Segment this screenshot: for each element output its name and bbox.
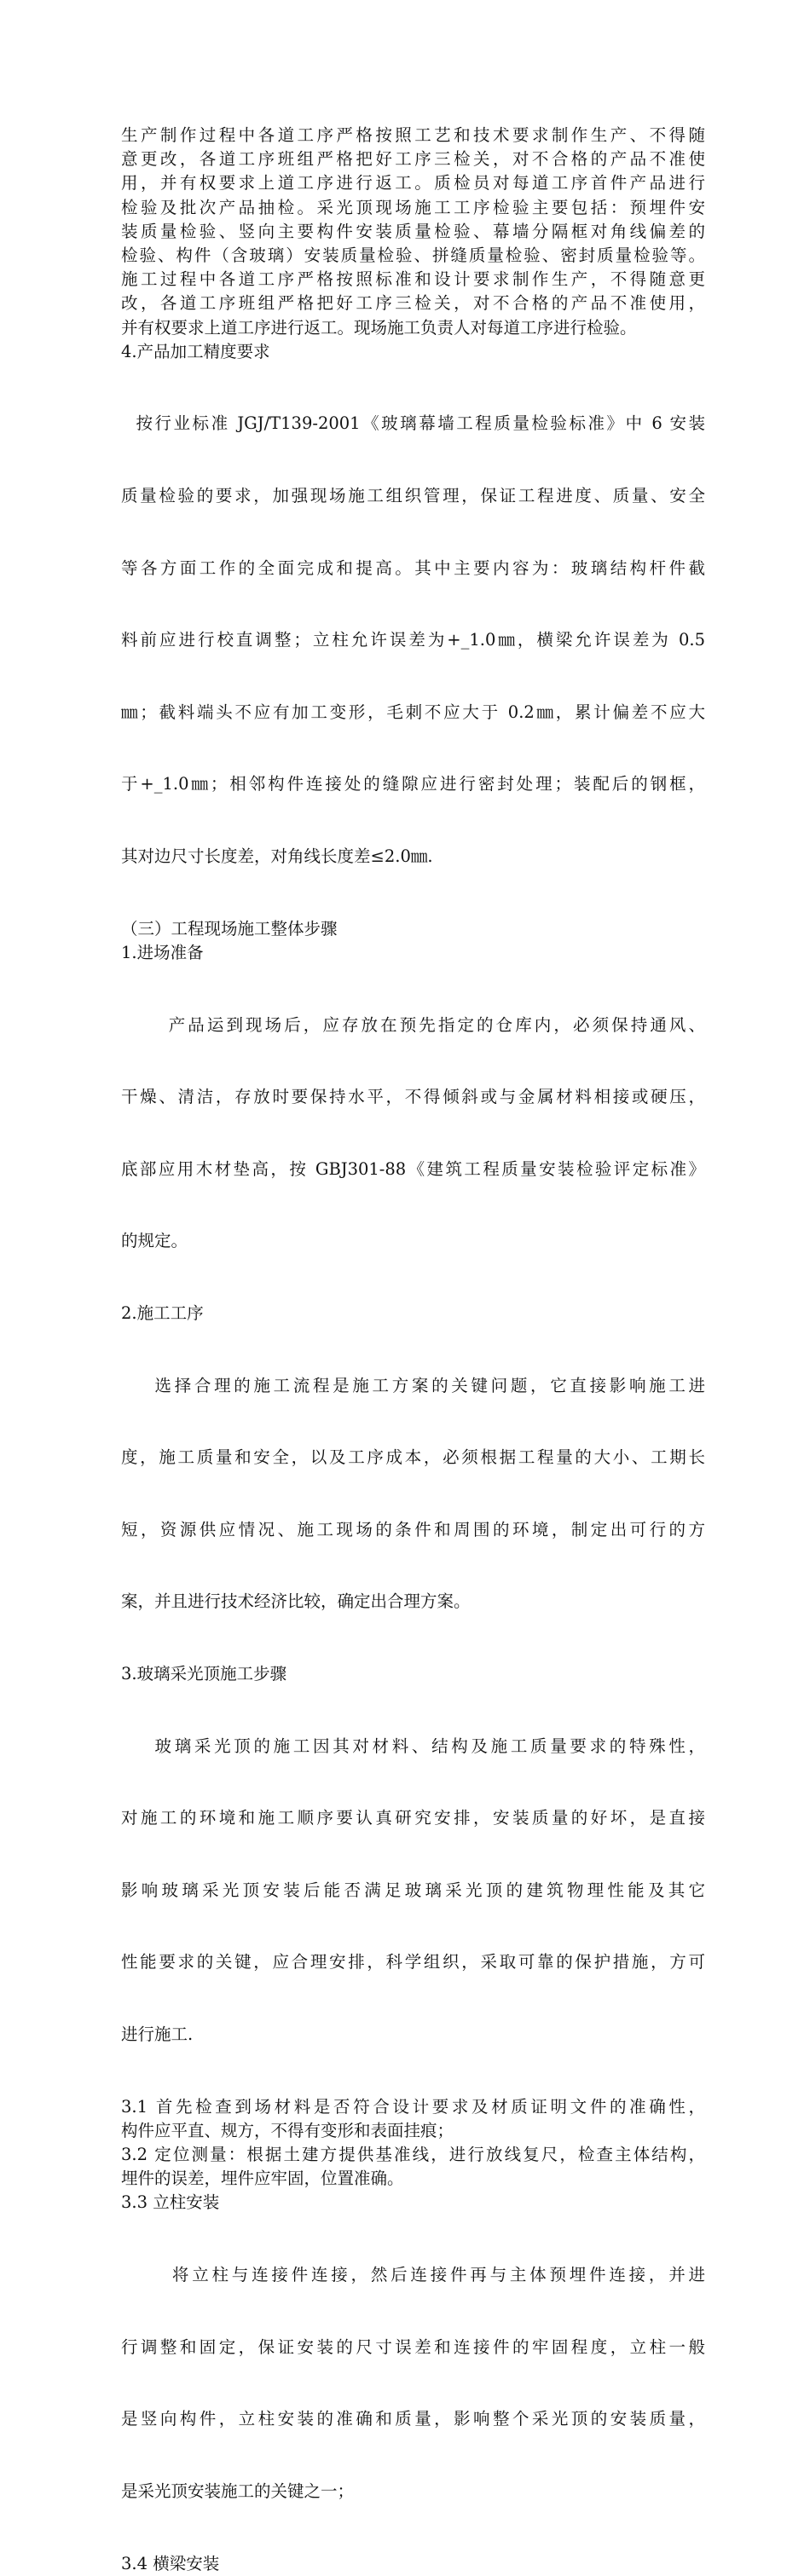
text-line: 质量检验的要求，加强现场施工组织管理，保证工程进度、质量、安全 — [121, 486, 705, 506]
section-heading: 1.进场准备 — [121, 942, 204, 962]
section-heading: （三）工程现场施工整体步骤 — [121, 918, 338, 939]
section-heading: 3.4 横梁安装 — [121, 2553, 220, 2573]
text-line: 干燥、清洁，存放时要保持水平，不得倾斜或与金属材料相接或硬压， — [121, 1087, 705, 1107]
text-line: 度，施工质量和安全，以及工序成本，必须根据工程量的大小、工期长 — [121, 1447, 705, 1468]
text-line: 产品运到现场后，应存放在预先指定的仓库内，必须保持通风、 — [121, 1014, 705, 1035]
section-heading: 3.3 立柱安装 — [121, 2192, 220, 2213]
text-line: ㎜；截料端头不应有加工变形，毛刺不应大于 0.2㎜，累计偏差不应大 — [121, 702, 705, 722]
text-line: 等各方面工作的全面完成和提高。其中主要内容为：玻璃结构杆件截 — [121, 557, 705, 578]
text-line: 用，并有权要求上道工序进行返工。质检员对每道工序首件产品进行 — [121, 173, 705, 193]
paragraph-skylight-steps — [121, 1686, 705, 2094]
paragraph-procedure — [121, 1326, 705, 1662]
section-heading: 3.玻璃采光顶施工步骤 — [121, 1664, 287, 1684]
text-line: 选择合理的施工流程是施工方案的关键问题，它直接影响施工进 — [121, 1375, 705, 1395]
paragraph-site-prep — [121, 965, 705, 1302]
text-line: 影响玻璃采光顶安装后能否满足玻璃采光顶的建筑物理性能及其它 — [121, 1880, 705, 1900]
text-line: 案，并且进行技术经济比较，确定出合理方案。 — [121, 1591, 471, 1612]
text-line: 玻璃采光顶的施工因其对材料、结构及施工质量要求的特殊性， — [121, 1736, 705, 1756]
text-line: 进行施工. — [121, 2024, 194, 2045]
text-line: 并有权要求上道工序进行返工。现场施工负责人对每道工序进行检验。 — [121, 317, 637, 338]
text-line: 检验及批次产品抽检。采光顶现场施工工序检验主要包括：预埋件安 — [121, 197, 705, 217]
paragraph-precision — [121, 364, 705, 917]
section-heading: 2.施工工序 — [121, 1302, 204, 1323]
text-line: 按行业标准 JGJ/T139-2001《玻璃幕墙工程质量检验标准》中 6 安装 — [121, 413, 705, 434]
text-line: 生产制作过程中各道工序严格按照工艺和技术要求制作生产、不得随 — [121, 125, 705, 145]
text-line: 的规定。 — [121, 1231, 188, 1251]
text-line: 于+_1.0㎜；相邻构件连接处的缝隙应进行密封处理；装配后的钢框， — [121, 774, 705, 794]
text-line: 短，资源供应情况、施工现场的条件和周围的环境，制定出可行的方 — [121, 1519, 705, 1539]
text-line: 施工过程中各道工序严格按照标准和设计要求制作生产，不得随意更 — [121, 269, 705, 290]
text-line: 性能要求的关键，应合理安排，科学组织，采取可靠的保护措施，方可 — [121, 1952, 705, 1972]
text-line: 料前应进行校直调整；立柱允许误差为+_1.0㎜，横梁允许误差为 0.5 — [121, 630, 705, 650]
paragraph-inspection — [121, 124, 705, 340]
text-line: 构件应平直、规方，不得有变形和表面挂痕； — [121, 2120, 454, 2140]
text-line: 意更改，各道工序班组严格把好工序三检关，对不合格的产品不准使 — [121, 149, 705, 170]
text-line: 3.2 定位测量：根据土建方提供基准线，进行放线复尺，检查主体结构， — [121, 2145, 705, 2165]
text-line: 行调整和固定，保证安装的尺寸误差和连接件的牢固程度，立柱一般 — [121, 2336, 705, 2357]
text-line: 3.1 首先检查到场材料是否符合设计要求及材质证明文件的准确性， — [121, 2096, 705, 2117]
paragraph-step-3-2 — [121, 2143, 705, 2191]
text-line: 对施工的环境和施工顺序要认真研究安排，安装质量的好坏，是直接 — [121, 1808, 705, 1828]
text-line: 将立柱与连接件连接，然后连接件再与主体预埋件连接，并进 — [121, 2265, 705, 2285]
text-line: 埋件的误差，埋件应牢固，位置准确。 — [121, 2169, 404, 2189]
text-line: 底部应用木材垫高，按 GBJ301-88《建筑工程质量安装检验评定标准》 — [121, 1158, 705, 1179]
paragraph-column-install — [121, 2215, 705, 2552]
text-line: 改，各道工序班组严格把好工序三检关，对不合格的产品不准使用， — [121, 293, 705, 314]
document-page — [121, 124, 705, 2576]
text-line: 是竖向构件，立柱安装的准确和质量，影响整个采光顶的安装质量， — [121, 2409, 705, 2429]
paragraph-step-3-1 — [121, 2095, 705, 2143]
section-heading: 4.产品加工精度要求 — [121, 341, 270, 361]
text-line: 装质量检验、竖向主要构件安装质量检验、幕墙分隔框对角线偏差的 — [121, 221, 705, 241]
text-line: 其对边尺寸长度差，对角线长度差≤2.0㎜. — [121, 846, 433, 867]
text-line: 是采光顶安装施工的关键之一； — [121, 2481, 355, 2501]
text-line: 检验、构件（含玻璃）安装质量检验、拼缝质量检验、密封质量检验等。 — [121, 245, 705, 266]
